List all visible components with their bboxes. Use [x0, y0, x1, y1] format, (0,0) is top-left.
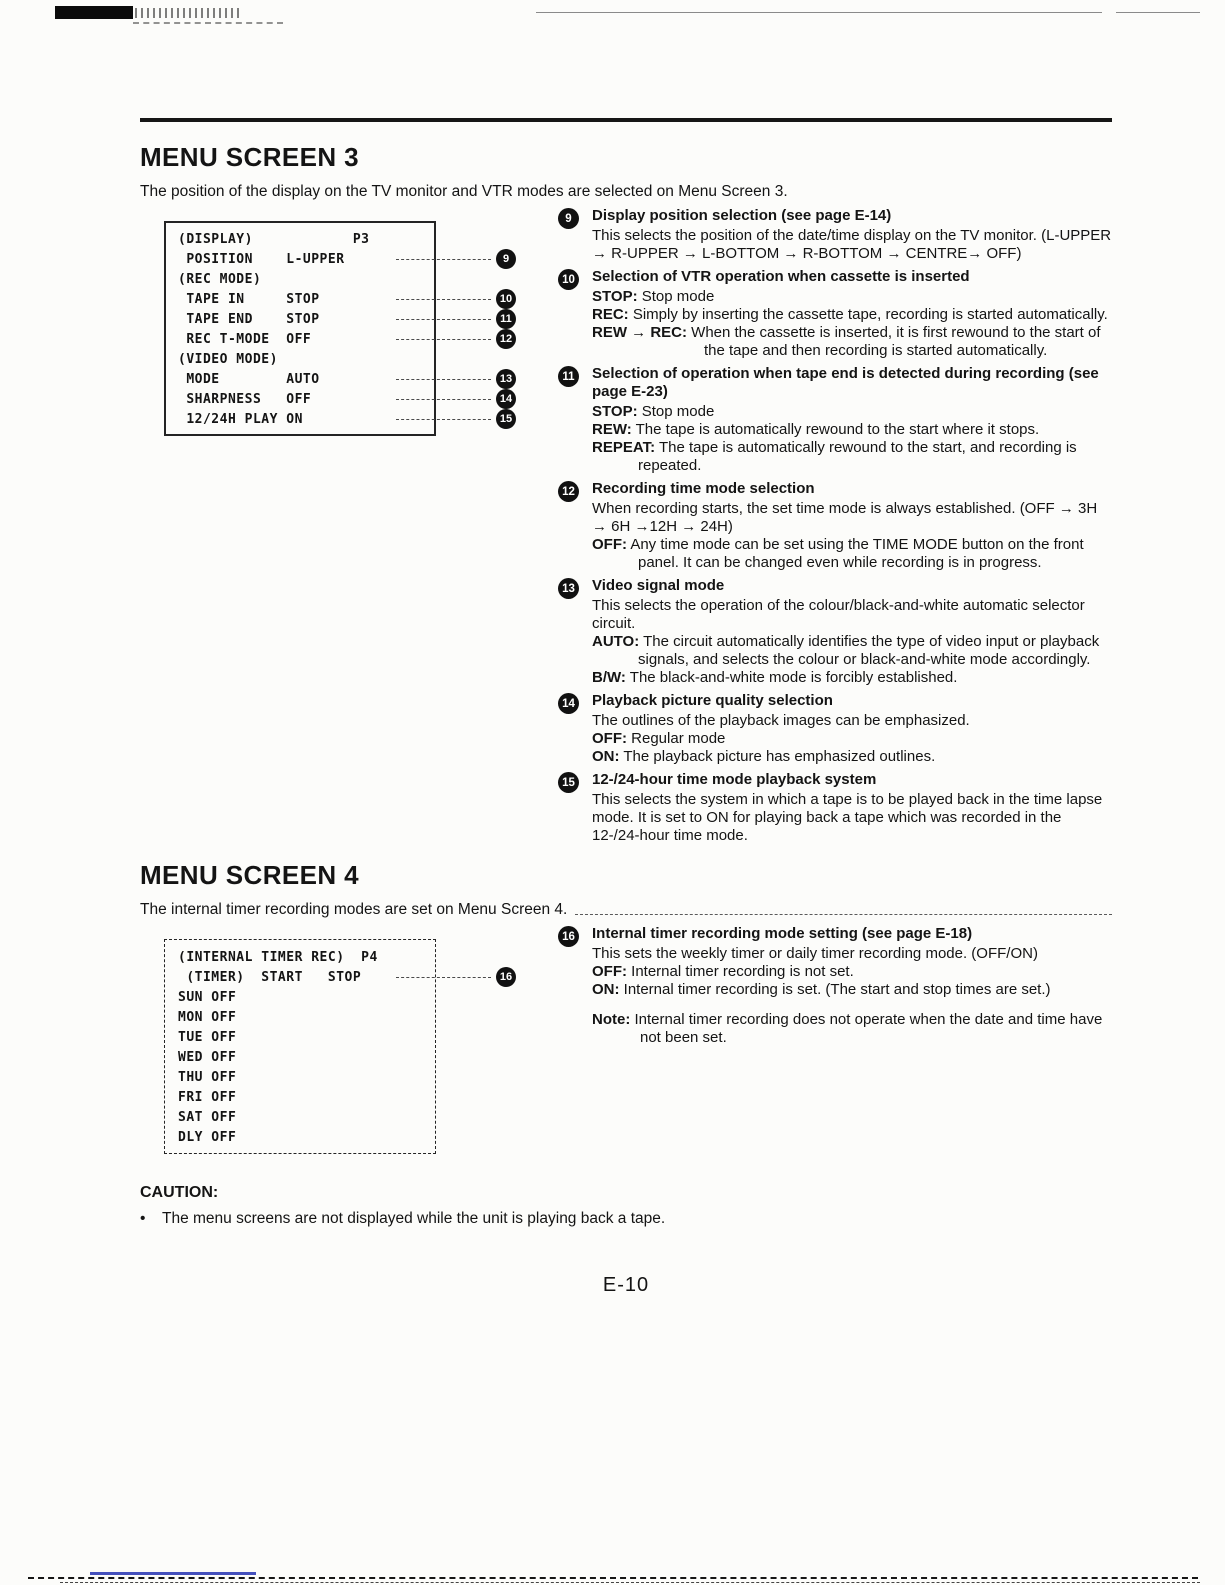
item-text-line — [592, 403, 1112, 421]
line-keyword: OFF: — [592, 536, 627, 553]
page-content — [140, 118, 1112, 1297]
menu-row-text: FRI OFF — [178, 1089, 237, 1105]
line-keyword: REW → REC: — [592, 324, 687, 341]
section3-left-column — [140, 207, 558, 436]
callout-connector-line — [396, 319, 491, 320]
header-rule — [140, 118, 1112, 122]
item-content — [592, 925, 1112, 1047]
line-text: The outlines of the playback images can be emphasized. — [592, 712, 970, 729]
callout-connector-line — [396, 419, 491, 420]
section3-title: MENU SCREEN 3 — [140, 142, 360, 172]
line-text: The circuit automatically identifies the type of video input or playback signals, and selects the colour or black-and-white mode accordingly. — [638, 633, 1100, 668]
caution-bullet-line — [140, 1210, 1112, 1228]
item-number-badge: 12 — [558, 481, 579, 502]
callout-connector-line — [396, 339, 491, 340]
menu-row — [164, 947, 516, 967]
callout-connector-line — [396, 299, 491, 300]
menu-row-text: POSITION L-UPPER — [178, 251, 345, 267]
section4-left-column — [140, 925, 558, 1154]
menu-row-text: WED OFF — [178, 1049, 237, 1065]
item-text-line — [592, 536, 1112, 572]
menu-screen4-display-box — [164, 939, 516, 1154]
menu-row-text: SHARPNESS OFF — [178, 391, 312, 407]
menu-row — [164, 967, 516, 987]
menu-row-text: (REC MODE) — [178, 271, 262, 287]
item-text-line — [592, 439, 1112, 475]
callout-number-badge: 11 — [496, 309, 516, 329]
item-content — [592, 771, 1112, 845]
menu-row — [164, 289, 516, 309]
item-text-line — [592, 633, 1112, 669]
line-keyword: B/W: — [592, 669, 626, 686]
explanation-item — [558, 207, 1112, 263]
item-text-line — [592, 306, 1112, 324]
section4-explanations — [558, 925, 1112, 1052]
callout-number-badge: 14 — [496, 389, 516, 409]
menu-row-text: SAT OFF — [178, 1109, 237, 1125]
menu-row-text: SUN OFF — [178, 989, 237, 1005]
menu-screen3-display-box — [164, 221, 516, 436]
line-text: Stop mode — [637, 288, 715, 305]
line-text: The playback picture has emphasized outlines. — [619, 748, 936, 765]
item-content — [592, 480, 1112, 572]
section3-intro: The position of the display on the TV monitor and VTR modes are selected on Menu Screen 3. — [140, 183, 788, 200]
explanation-item — [558, 925, 1112, 1047]
menu-screen4-lines — [164, 939, 516, 1154]
line-text: Internal timer recording is set. (The start and stop times are set.) — [619, 981, 1051, 998]
menu-row-text: THU OFF — [178, 1069, 237, 1085]
item-lines — [592, 403, 1112, 475]
section4-title: MENU SCREEN 4 — [140, 860, 360, 890]
item-number-badge: 11 — [558, 366, 579, 387]
menu-row-text: TAPE IN STOP — [178, 291, 320, 307]
menu-row — [164, 987, 516, 1007]
section4-intro — [140, 901, 1112, 919]
caution-text: The menu screens are not displayed while the unit is playing back a tape. — [162, 1210, 666, 1227]
line-keyword: Note: — [592, 1011, 631, 1028]
item-heading: Internal timer recording mode setting (see page E-18) — [592, 925, 973, 942]
callout-number-badge: 15 — [496, 409, 516, 429]
item-number-badge: 9 — [558, 208, 579, 229]
menu-screen3-lines — [164, 221, 516, 436]
line-text: This selects the position of the date/time display on the TV monitor. (L-UPPER → R-UPPER → L-BOTTOM → R-BOTTOM → CENTRE→ OFF) — [592, 227, 1112, 262]
item-text-line — [592, 500, 1112, 536]
menu-row-text: (VIDEO MODE) — [178, 351, 278, 367]
bullet-marker: • — [140, 1210, 146, 1227]
scan-artifact-bottom-dashes-2 — [60, 1582, 1200, 1583]
explanation-item — [558, 692, 1112, 766]
item-number-badge: 16 — [558, 926, 579, 947]
item-text-line — [592, 791, 1112, 845]
line-keyword: AUTO: — [592, 633, 640, 650]
line-text: When the cassette is inserted, it is first rewound to the start of the tape and then recording is started automatically. — [687, 324, 1101, 359]
scan-artifact-black-bar — [55, 6, 133, 19]
callout-number-badge: 16 — [496, 967, 516, 987]
menu-row-text: REC T-MODE OFF — [178, 331, 312, 347]
item-heading: Selection of VTR operation when cassette is inserted — [592, 268, 970, 285]
line-keyword: OFF: — [592, 963, 627, 980]
callout-connector-line — [396, 259, 491, 260]
line-keyword: OFF: — [592, 730, 627, 747]
item-lines — [592, 288, 1112, 360]
explanation-item — [558, 577, 1112, 687]
line-text: Stop mode — [637, 403, 715, 420]
item-content — [592, 268, 1112, 360]
line-keyword: STOP: — [592, 288, 638, 305]
explanation-item — [558, 268, 1112, 360]
item-lines — [592, 597, 1112, 687]
section4-columns — [140, 925, 1112, 1154]
menu-row — [164, 1007, 516, 1027]
item-number-badge: 13 — [558, 578, 579, 599]
menu-row — [164, 249, 516, 269]
line-text: This selects the system in which a tape is to be played back in the time lapse mode. It is set to ON for playing back a tape which was recorded in the 12-/24-hour time mode. — [592, 791, 1103, 844]
item-heading: Playback picture quality selection — [592, 692, 833, 709]
menu-row-text: MODE AUTO — [178, 371, 320, 387]
scan-artifact-top-line — [536, 12, 1102, 13]
menu-row — [164, 1087, 516, 1107]
line-text: This sets the weekly timer or daily timer recording mode. (OFF/ON) — [592, 945, 1038, 962]
menu-row-text: DLY OFF — [178, 1129, 237, 1145]
line-keyword: STOP: — [592, 403, 638, 420]
item-lines — [592, 791, 1112, 845]
item-number-badge: 15 — [558, 772, 579, 793]
line-text: When recording starts, the set time mode is always established. (OFF → 3H → 6H →12H → 24H) — [592, 500, 1098, 535]
menu-row — [164, 309, 516, 329]
callout-number-badge: 9 — [496, 249, 516, 269]
line-text: This selects the operation of the colour/black-and-white automatic selector circuit. — [592, 597, 1085, 632]
menu-row — [164, 1067, 516, 1087]
callout-connector-line — [396, 399, 491, 400]
item-text-line — [592, 669, 1112, 687]
callout-number-badge: 10 — [496, 289, 516, 309]
menu-row — [164, 369, 516, 389]
menu-row-text: TAPE END STOP — [178, 311, 320, 327]
item-lines — [592, 712, 1112, 766]
menu-row-text: MON OFF — [178, 1009, 237, 1025]
scan-artifact-barcode-marks — [135, 8, 243, 18]
callout-number-badge: 13 — [496, 369, 516, 389]
menu-row — [164, 1127, 516, 1147]
item-heading: Selection of operation when tape end is detected during recording (see page E-23) — [592, 365, 1099, 400]
item-content — [592, 365, 1112, 475]
menu-row — [164, 329, 516, 349]
line-text: Simply by inserting the cassette tape, recording is started automatically. — [628, 306, 1108, 323]
item-text-line — [592, 421, 1112, 439]
section3-explanations — [558, 207, 1112, 850]
item-lines — [592, 500, 1112, 572]
menu-row-text: (INTERNAL TIMER REC) P4 — [178, 949, 378, 965]
item-text-line — [592, 963, 1112, 981]
menu-row — [164, 389, 516, 409]
item-text-line — [592, 730, 1112, 748]
line-text: Regular mode — [627, 730, 726, 747]
section3-columns — [140, 207, 1112, 850]
line-keyword: ON: — [592, 981, 620, 998]
line-text: Internal timer recording is not set. — [627, 963, 854, 980]
callout-connector-line — [396, 977, 491, 978]
menu-row — [164, 1027, 516, 1047]
explanation-item — [558, 480, 1112, 572]
line-keyword: REW: — [592, 421, 632, 438]
line-keyword: ON: — [592, 748, 620, 765]
item-heading: Video signal mode — [592, 577, 725, 594]
item-content — [592, 207, 1112, 263]
caution-section — [140, 1184, 1112, 1228]
item-content — [592, 577, 1112, 687]
explanation-item — [558, 365, 1112, 475]
section4-intro-text: The internal timer recording modes are set on Menu Screen 4. — [140, 901, 568, 918]
item-heading: Recording time mode selection — [592, 480, 815, 497]
menu-row-text: (TIMER) START STOP — [178, 969, 362, 985]
menu-row — [164, 1107, 516, 1127]
line-text: Internal timer recording does not operate when the date and time have not been set. — [630, 1011, 1103, 1046]
line-text: The tape is automatically rewound to the start where it stops. — [631, 421, 1040, 438]
item-text-line — [592, 324, 1112, 360]
item-number-badge: 10 — [558, 269, 579, 290]
scan-artifact-bottom-dashes — [28, 1577, 1198, 1579]
scan-artifact-top-dashes — [133, 22, 283, 24]
line-keyword: REC: — [592, 306, 629, 323]
menu-row-text: TUE OFF — [178, 1029, 237, 1045]
item-text-line — [592, 1011, 1112, 1047]
scan-artifact-top-line-right — [1116, 12, 1200, 13]
page-number: E-10 — [602, 1274, 650, 1296]
item-content — [592, 692, 1112, 766]
menu-row — [164, 409, 516, 429]
item-text-line — [592, 227, 1112, 263]
callout-number-badge: 12 — [496, 329, 516, 349]
item-lines — [592, 227, 1112, 263]
item-number-badge: 14 — [558, 693, 579, 714]
item-heading: Display position selection (see page E-14) — [592, 207, 892, 224]
callout-connector-line — [396, 379, 491, 380]
menu-row — [164, 1047, 516, 1067]
line-text: Any time mode can be set using the TIME MODE button on the front panel. It can be changed even while recording is in progress. — [627, 536, 1084, 571]
scan-artifact-intro-dash-line — [575, 914, 1112, 915]
item-text-line — [592, 712, 1112, 730]
line-text: The black-and-white mode is forcibly established. — [625, 669, 958, 686]
menu-row — [164, 349, 516, 369]
menu-row — [164, 229, 516, 249]
menu-row — [164, 269, 516, 289]
line-text: The tape is automatically rewound to the start, and recording is repeated. — [638, 439, 1077, 474]
line-keyword: REPEAT: — [592, 439, 656, 456]
item-text-line — [592, 597, 1112, 633]
menu-row-text: 12/24H PLAY ON — [178, 411, 303, 427]
scan-artifact-blue-line — [90, 1572, 256, 1575]
menu-row-text: (DISPLAY) P3 — [178, 231, 370, 247]
item-text-line — [592, 288, 1112, 306]
item-lines — [592, 945, 1112, 1047]
item-heading: 12-/24-hour time mode playback system — [592, 771, 877, 788]
caution-title: CAUTION: — [140, 1184, 219, 1201]
explanation-item — [558, 771, 1112, 845]
item-text-line — [592, 945, 1112, 963]
item-text-line — [592, 981, 1112, 999]
item-text-line — [592, 748, 1112, 766]
